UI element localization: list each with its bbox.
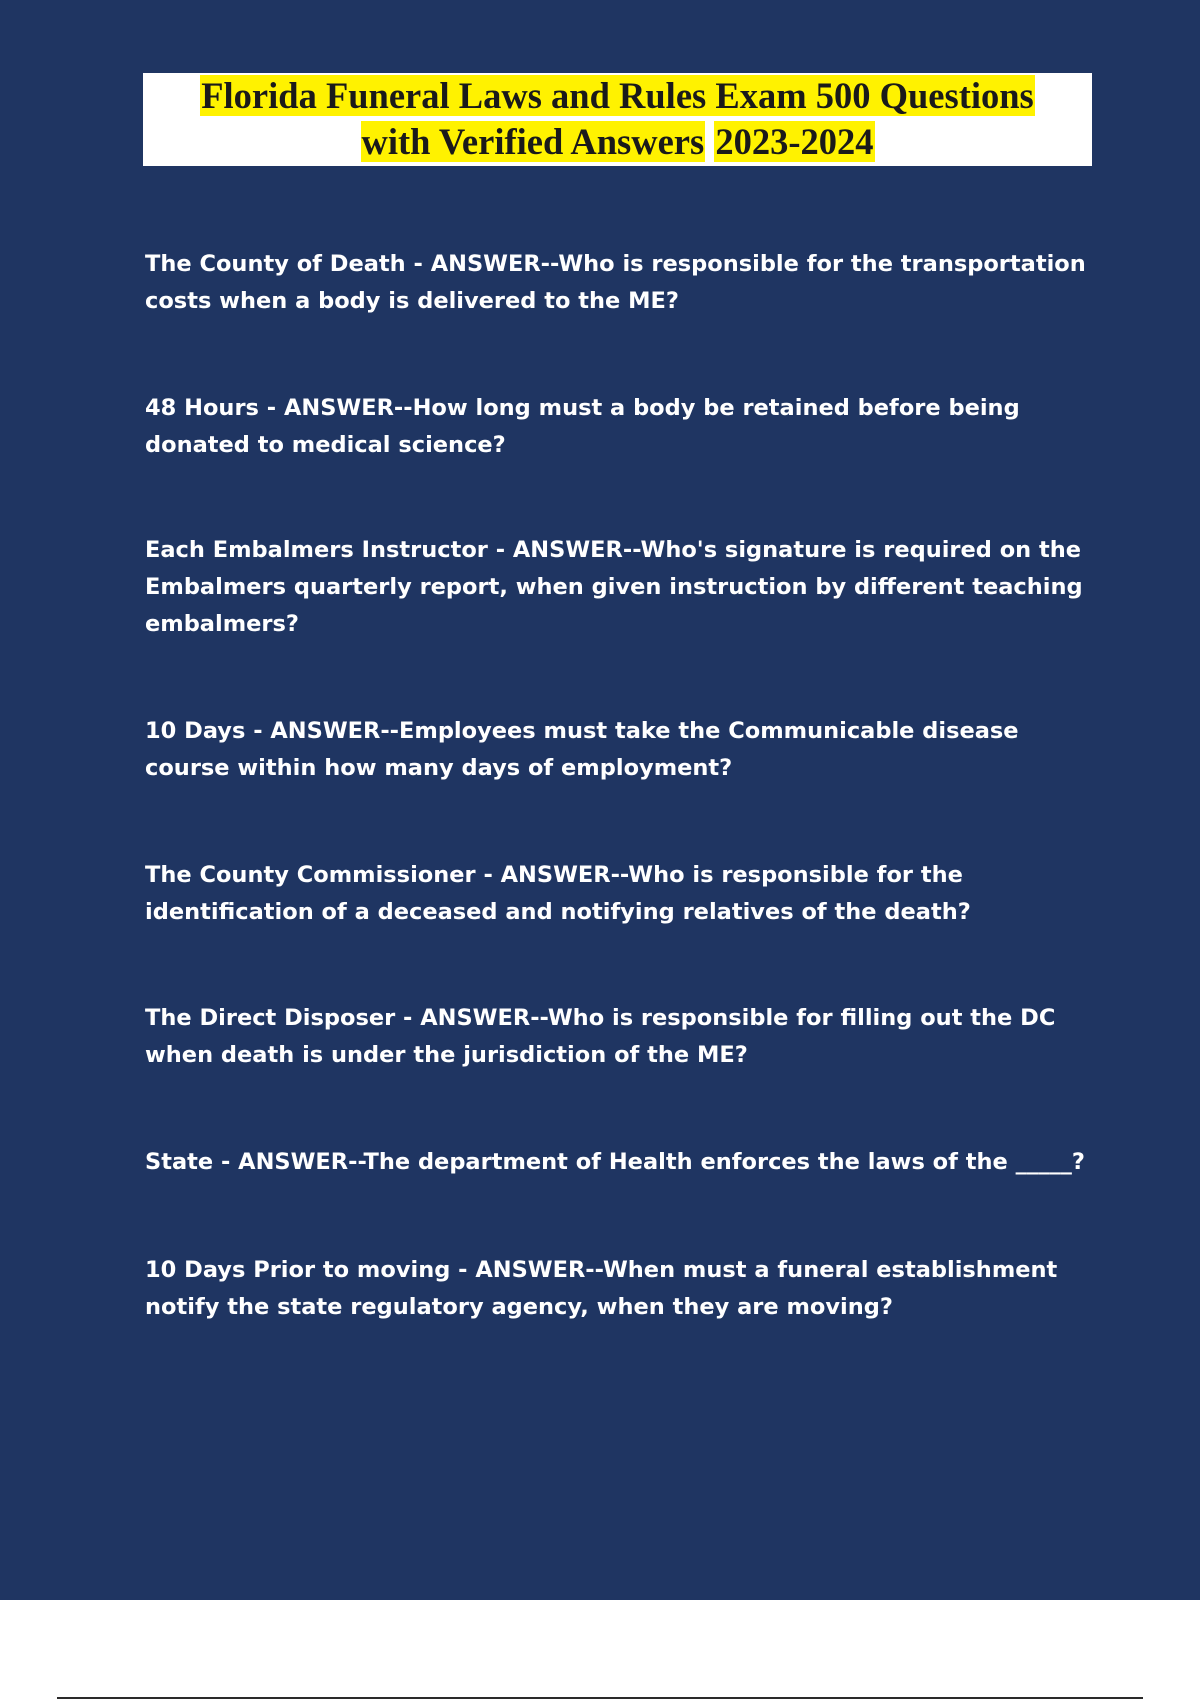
title-line-2b: 2023-2024 <box>715 121 874 162</box>
qa-item: State - ANSWER--The department of Health enforces the laws of the _____? <box>145 1149 1085 1175</box>
qa-item: 10 Days Prior to moving - ANSWER--When must a funeral establishment notify the state regulatory agency, when they are moving? <box>145 1257 1058 1320</box>
document-title <box>143 73 1092 166</box>
qa-item: The County Commissioner - ANSWER--Who is responsible for the identification of a deceased and notifying relatives of the death? <box>145 862 971 925</box>
footer-rule <box>57 1697 1143 1699</box>
qa-item: 48 Hours - ANSWER--How long must a body be retained before being donated to medical science? <box>145 395 1020 458</box>
qa-item: The County of Death - ANSWER--Who is responsible for the transportation costs when a body is delivered to the ME? <box>145 251 1086 314</box>
qa-item: Each Embalmers Instructor - ANSWER--Who's signature is required on the Embalmers quarterly report, when given instruction by different teaching embalmers? <box>145 537 1083 637</box>
title-line-2a: with Verified Answers <box>361 121 705 162</box>
qa-item: The Direct Disposer - ANSWER--Who is responsible for filling out the DC when death is under the jurisdiction of the ME? <box>145 1005 1056 1068</box>
qa-item: 10 Days - ANSWER--Employees must take the Communicable disease course within how many days of employment? <box>145 718 1019 781</box>
title-line-1: Florida Funeral Laws and Rules Exam 500 Questions <box>201 75 1034 116</box>
